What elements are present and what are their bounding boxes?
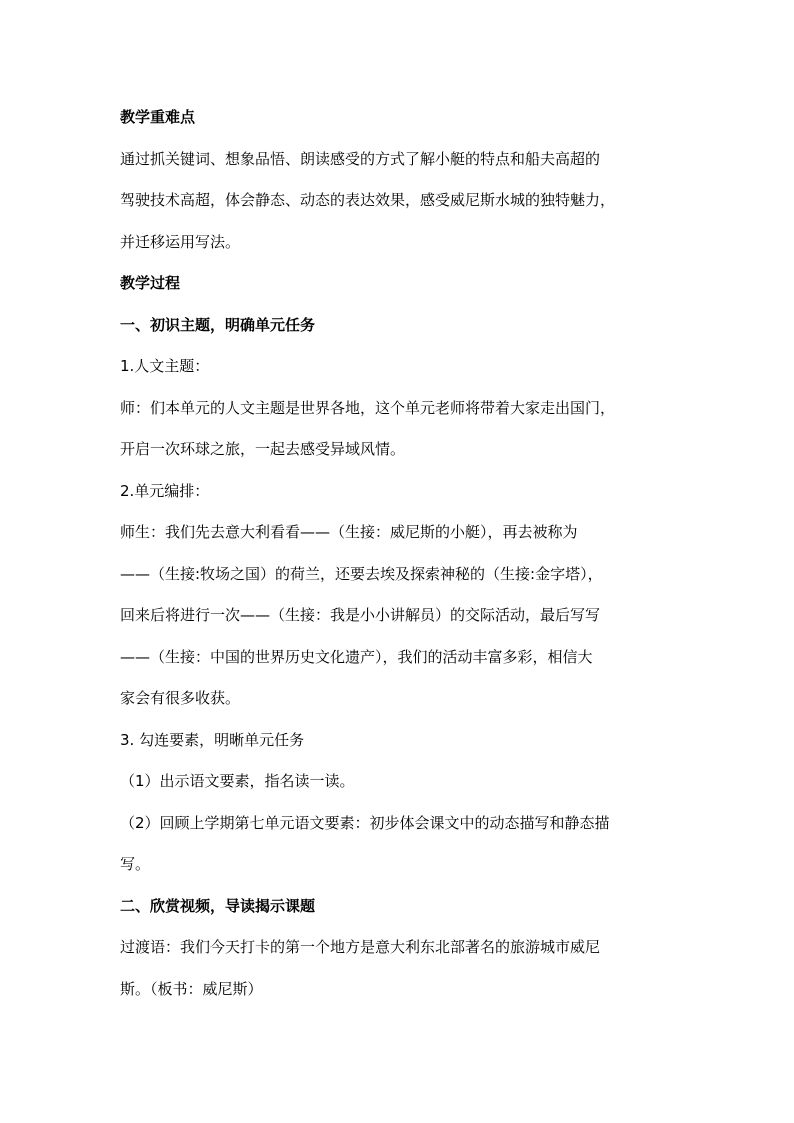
paragraph-line: 过渡语：我们今天打卡的第一个地方是意大利东北部著名的旅游城市威尼 <box>120 938 601 956</box>
paragraph-line: 回来后将进行一次——（生接：我是小小讲解员）的交际活动，最后写写 <box>120 606 601 624</box>
paragraph-line: 师生：我们先去意大利看看——（生接：威尼斯的小艇），再去被称为 <box>120 523 578 541</box>
heading-teaching-focus: 教学重难点 <box>120 108 196 126</box>
paragraph-line: 斯。（板书：威尼斯） <box>120 979 263 998</box>
document-body <box>120 97 700 1010</box>
paragraph-line: ——（生接：中国的世界历史文化遗产），我们的活动丰富多彩，相信大 <box>120 647 593 666</box>
paragraph-line: 师：们本单元的人文主题是世界各地，这个单元老师将带着大家走出国门， <box>120 398 616 417</box>
subheading-theme: 1.人文主题： <box>120 357 210 375</box>
heading-teaching-process: 教学过程 <box>120 274 181 292</box>
section-heading-2: 二、欣赏视频，导读揭示课题 <box>120 896 316 915</box>
paragraph-line: 开启一次环球之旅，一起去感受异域风情。 <box>120 440 406 458</box>
subheading-elements: 3. 勾连要素，明晰单元任务 <box>120 730 305 749</box>
paragraph-line: 家会有很多收获。 <box>120 689 241 707</box>
paragraph-line: 写。 <box>120 855 151 873</box>
paragraph-line: 并迁移运用写法。 <box>120 232 241 251</box>
list-item: （2）回顾上学期第七单元语文要素：初步体会课文中的动态描写和静态描 <box>120 813 610 832</box>
paragraph-line: ——（生接:牧场之国）的荷兰，还要去埃及探索神秘的（生接:金字塔）， <box>120 564 603 583</box>
paragraph-line: 驾驶技术高超，体会静态、动态的表达效果，感受威尼斯水城的独特魅力， <box>120 191 616 209</box>
paragraph-line: 通过抓关键词、想象品悟、朗读感受的方式了解小艇的特点和船夫高超的 <box>120 149 601 168</box>
subheading-unit-arrangement: 2.单元编排： <box>120 481 210 500</box>
list-item: （1）出示语文要素，指名读一读。 <box>120 772 355 790</box>
section-heading-1: 一、初识主题，明确单元任务 <box>120 315 316 334</box>
